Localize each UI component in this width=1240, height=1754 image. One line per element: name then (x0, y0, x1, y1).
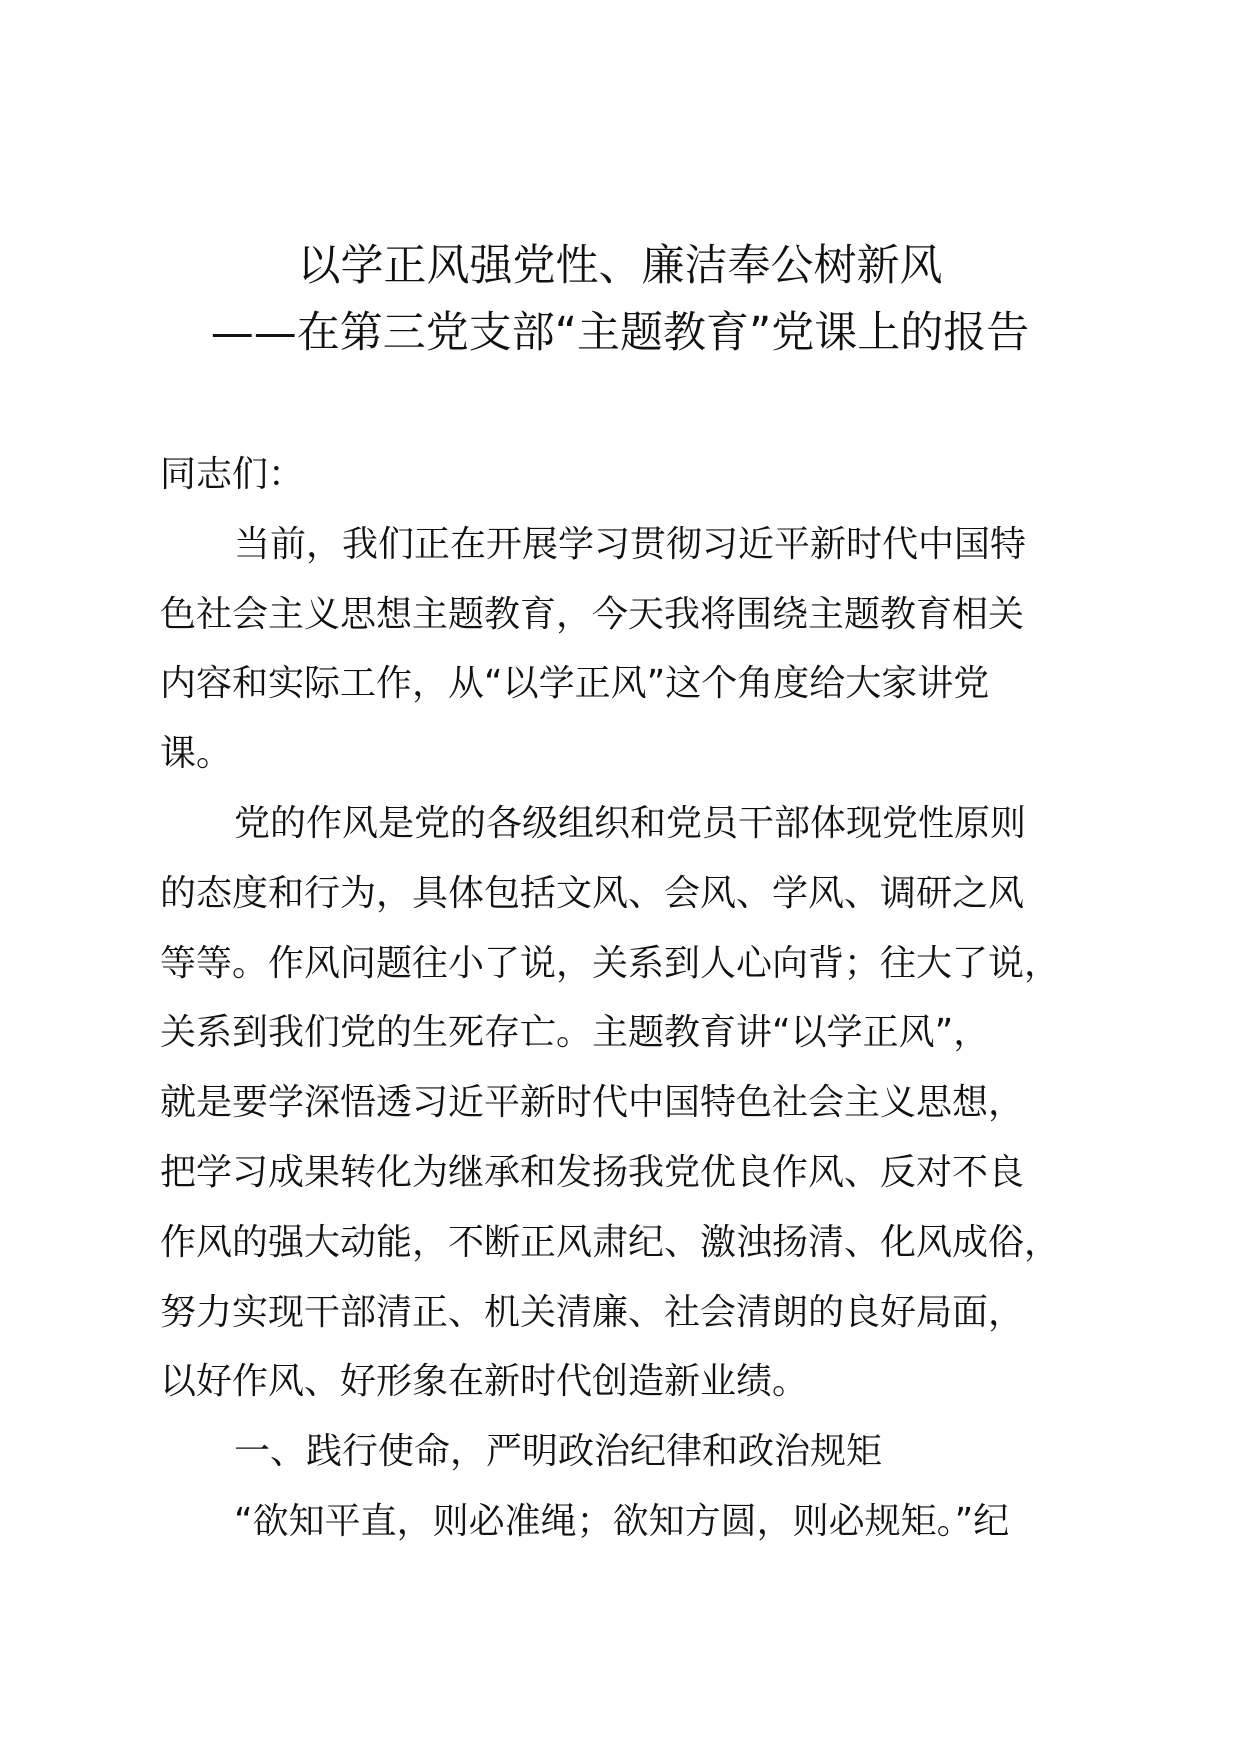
paragraph-line: 以好作风、好形象在新时代创造新业绩。 (160, 1361, 809, 1403)
paragraph-line: 等等。作风问题往小了说，关系到人心向背；往大了说， (160, 942, 1061, 984)
document-body (160, 440, 1110, 1557)
paragraph-line: “欲知平直，则必准绳；欲知方圆，则必规矩。”纪 (234, 1500, 1010, 1542)
paragraph-line: 就是要学深悟透习近平新时代中国特色社会主义思想， (160, 1082, 1025, 1124)
paragraph-line: 课。 (160, 733, 233, 775)
document-subtitle: ——在第三党支部“主题教育”党课上的报告 (210, 308, 1030, 358)
paragraph-line: 努力实现干部清正、机关清廉、社会清朗的良好局面， (160, 1291, 1025, 1333)
paragraph-line: 作风的强大动能，不断正风肃纪、激浊扬清、化风成俗， (160, 1221, 1061, 1263)
paragraph-line: 色社会主义思想主题教育，今天我将围绕主题教育相关 (160, 593, 1025, 635)
document-title: 以学正风强党性、廉洁奉公树新风 (297, 241, 943, 291)
section-heading: 一、践行使命，严明政治纪律和政治规矩 (234, 1431, 883, 1473)
paragraph-line: 的态度和行为，具体包括文风、会风、学风、调研之风 (160, 872, 1025, 914)
paragraph-line: 当前，我们正在开展学习贯彻习近平新时代中国特 (234, 523, 1027, 565)
paragraph-line: 党的作风是党的各级组织和党员干部体现党性原则 (234, 802, 1027, 844)
paragraph-line: 关系到我们党的生死存亡。主题教育讲“以学正风”， (160, 1012, 990, 1054)
paragraph-line: 内容和实际工作，从“以学正风”这个角度给大家讲党 (160, 663, 990, 705)
salutation-line: 同志们： (160, 454, 305, 495)
paragraph-line: 把学习成果转化为继承和发扬我党优良作风、反对不良 (160, 1151, 1025, 1193)
